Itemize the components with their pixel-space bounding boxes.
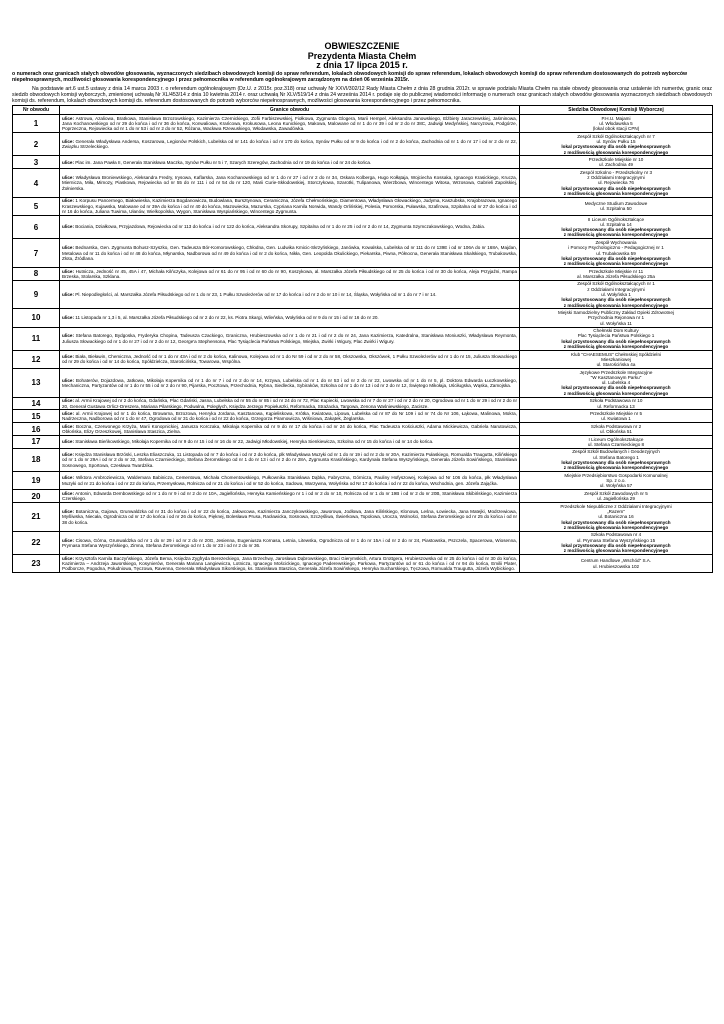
district-number: 18 bbox=[13, 448, 60, 471]
districts-table bbox=[12, 105, 713, 573]
seat-line: ul. Zachodnia 49 bbox=[599, 162, 633, 168]
seat-line: ul. Wołyńska 57 bbox=[599, 483, 633, 489]
seat-line: ul. Wołyńska 1 bbox=[601, 291, 631, 297]
seat-line: "W Kasztanowym Parku" bbox=[590, 374, 642, 380]
header-seat: Siedziba Obwodowej Komisji Wyborczej bbox=[520, 105, 713, 114]
commission-seat bbox=[520, 410, 713, 423]
table-body bbox=[13, 114, 713, 572]
streets-prefix: ulice: bbox=[62, 245, 74, 251]
commission-seat bbox=[520, 309, 713, 327]
district-boundaries bbox=[60, 490, 520, 503]
document-lead: o numerach oraz granicach stałych obwodów głosowania, wyznaczonych siedzibach obwodowych komisji do spraw referendum, lokalach obwodowych komisji do spraw referendum, lokalach obwodowych komisji do spraw referendum dostosowanych do potrzeb wyborców niepełnosprawnych, możliwości głosowania korespondencyjnego i przez pełnomocnika w referendum ogólnokrajowym zarządzonym na dzień 06 września 2015r. bbox=[12, 70, 688, 83]
streets-prefix: ulice: bbox=[62, 537, 74, 543]
seat-line: Zespół Szkół Budowlanych i Geodezyjnych bbox=[572, 449, 660, 455]
district-boundaries bbox=[60, 531, 520, 554]
table-row bbox=[13, 114, 713, 132]
seat-line: I Liceum Ogólnokształcące bbox=[588, 436, 644, 442]
table-row bbox=[13, 268, 713, 281]
seat-line: Centrum Handlowe „Wschód" S.A. bbox=[580, 558, 652, 564]
seat-line: „Razem" bbox=[607, 508, 625, 514]
commission-seat bbox=[520, 239, 713, 268]
commission-seat bbox=[520, 397, 713, 410]
streets-prefix: ulice: bbox=[62, 377, 74, 383]
district-number: 9 bbox=[13, 280, 60, 309]
commission-seat bbox=[520, 327, 713, 350]
seat-line: z Oddziałami Integracyjnymi bbox=[587, 286, 645, 292]
seat-line: Przedszkole Miejskie nr 10 bbox=[588, 157, 644, 163]
streets-list: Biała, Bieławin, Chemiczna, Jedność od nr 1 do nr 43A i od nr 2 do końca, Kalinowa, Kolejowa od nr 1 do Nr 59 i od nr 2 do nr 58, Okszowska, Okszówek, 1 Pułku Szwoleżerów od nr 1 do nr 15, Juliusza Słowackiego od nr 29 do końca i od nr 14 do końca, Spółdzielcza, Starościńska, Towarowa, Wspólna. bbox=[62, 354, 517, 365]
district-number: 13 bbox=[13, 368, 60, 397]
district-boundaries bbox=[60, 350, 520, 368]
seat-line: Przychodnia Rejonowa nr 1 bbox=[587, 315, 645, 321]
accessibility-note: z możliwością głosowania korespondencyjnego bbox=[563, 232, 669, 238]
commission-seat bbox=[520, 280, 713, 309]
seat-line: al. Marszałka Józefa Piłsudskiego 25a bbox=[577, 273, 655, 279]
table-row bbox=[13, 197, 713, 215]
table-row bbox=[13, 309, 713, 327]
streets-prefix: ulice: bbox=[62, 508, 74, 514]
district-boundaries bbox=[60, 133, 520, 156]
table-row bbox=[13, 133, 713, 156]
seat-line: ul. Synów Pułku 15 bbox=[596, 138, 636, 144]
seat-line: Miejskie Przedsiębiorstwo Gospodarki Komunalnej bbox=[564, 472, 668, 478]
streets-list: Bociania, Działkowa, Przyjazdowa, Rejowiecka od nr 113 do końca i od nr 122 do końca, Aleksandra Skorupy, Szpitalna od nr 1 do nr 25 i od nr 2 do nr 14, Zygmunta Szymczakowskiego, Wodna, Żabia. bbox=[74, 224, 486, 230]
streets-list: Krzysztofa Kamila Baczyńskiego, Józefa Bema, Księdza Zygfryda Berezeckiego, Jana Brzechwy, Jarosława Dąbrowskiego, Braci Gierymskich, Artura Grottgera, Hrubieszowska od nr 25 do końca i od nr 30 do końca, Kazimierza – Andrzeja Jaworskiego, Kosynierów, Generała Mariana Langiewicza, Lotnicza, Ignacego Mościckiego, Ignacego Paderewskiego, Parkowa, Partyzantów od nr 61 do końca i od nr 94 do końca, Emilii Plater, Podborcze, Pogodna, Południowa, Tęczowa, Ravenna, Generała Władysława Sikorskiego, ks. Stanisława Staszica, Generała Józefa Sowińskiego, Henryka Sucharskiego, Tęczowa, Romualda Traugutta, Józefa Wybickiego. bbox=[62, 555, 517, 572]
district-number: 11 bbox=[13, 327, 60, 350]
table-row bbox=[13, 215, 713, 238]
streets-list: Cisowa, Górna, Grunwaldzka od nr 1 do nr 29 i od nr 2 do nr 20G, Jesienna, Eugeniusza Kornasa, Letnia, Litewska, Ogrodnicza od nr 1 do nr 15A i od nr 2 do nr 24, Piastowska, Pszczela, Spacerowa, Wiosenna, Prymasa Stefana Wyszyńskiego, Zimna, Stefana Żeromskiego od nr 1 do nr 23 i od nr 2 do nr 36. bbox=[62, 537, 517, 548]
seat-line: P.H.U. Majami bbox=[601, 115, 631, 121]
streets-list: Stanisława Bieńkowskiego, Mikołaja Kopernika od nr 9 do nr 15 i od nr 16 do nr 22, Jadwigi Młodowskiej, Henryka Sienkiewicza, Szkolna od nr 15 do końca i od nr 14 do końca. bbox=[74, 439, 434, 445]
seat-line: Mieszkaniowej bbox=[601, 356, 631, 362]
streets-prefix: ulice: bbox=[62, 115, 74, 121]
seat-line: Medyczne Studium Zawodowe bbox=[584, 201, 648, 207]
seat-line: Klub "CHAESEMUS" Chełmskiej Spółdzielni bbox=[570, 351, 662, 357]
seat-line: z Oddziałami Integracyjnymi bbox=[587, 175, 645, 181]
district-number: 20 bbox=[13, 490, 60, 503]
seat-line: Zespół Wychowania bbox=[595, 239, 637, 245]
seat-line: Plac Tysiąclecia Państwa Polskiego 1 bbox=[577, 333, 655, 339]
streets-prefix: ulice: bbox=[62, 268, 74, 274]
streets-prefix: ulice: bbox=[62, 175, 74, 181]
streets-prefix: ulice: bbox=[62, 159, 74, 165]
seat-line: ul. Obłońska 51 bbox=[600, 429, 632, 435]
commission-seat bbox=[520, 368, 713, 397]
streets-list: Pl. Niepodległości, al. Marszałka Józefa Piłsudskiego od nr 1 do nr 23, 1 Pułku Szwoleżerów od nr 17 do końca i od nr 2 do nr 10 i nr 14, Śląska, Wołyńska od nr 1 do nr 7 i nr 14. bbox=[74, 291, 437, 297]
seat-line: ul. Rejowiecka 76 bbox=[597, 180, 634, 186]
commission-seat bbox=[520, 472, 713, 490]
seat-line: ul. Szpitalna 14 bbox=[600, 221, 632, 227]
district-boundaries bbox=[60, 410, 520, 423]
streets-prefix: ulice: bbox=[62, 315, 74, 321]
accessibility-note: lokal przystosowany dla osób niepełnosprawnych bbox=[561, 297, 671, 303]
commission-seat bbox=[520, 156, 713, 169]
seat-line: Językowe Przedszkole Integracyjne bbox=[579, 369, 653, 375]
accessibility-note: lokal przystosowany dla osób niepełnosprawnych bbox=[561, 144, 671, 150]
table-row bbox=[13, 156, 713, 169]
seat-line: Przedszkole Niepubliczne z Oddziałami Integracyjnymi bbox=[560, 503, 672, 509]
seat-line: ul. Szpitalna 50 bbox=[600, 206, 632, 212]
commission-seat bbox=[520, 133, 713, 156]
table-row bbox=[13, 490, 713, 503]
accessibility-note: z możliwością głosowania korespondencyjnego bbox=[563, 390, 669, 396]
district-number: 12 bbox=[13, 350, 60, 368]
streets-prefix: ulice: bbox=[62, 398, 74, 404]
district-boundaries bbox=[60, 503, 520, 532]
district-boundaries bbox=[60, 397, 520, 410]
table-row bbox=[13, 280, 713, 309]
commission-seat bbox=[520, 169, 713, 198]
seat-line: ul. Włodawska 5 bbox=[599, 120, 633, 126]
streets-list: Bednarska, Gen. Zygmunta Bohusz-Szyszko, Gen. Tadeusza Bór-Komorowskiego, Chłodna, Gen. Ludwika Kmicic-Skrzyńskiego, Janówka, Kowalska, Lubelska od nr 111 do nr 139E i od nr 106A do nr 168A, Majdan, Metalowa od nr 11 do końca i od nr 48 do końca, Młynarska, Nadborowa od nr 49 do końca i od nr 2 do końca, Nikła, Gen. Leopolda Okulickiego, Piekarska, Piwna, Północna, Generała Stanisława Skalskiego, Trubakowska, Złota, Źródlana. bbox=[62, 245, 517, 261]
table-row bbox=[13, 397, 713, 410]
district-number: 8 bbox=[13, 268, 60, 281]
commission-seat bbox=[520, 268, 713, 281]
seat-line: Sp. z o.o. bbox=[606, 478, 626, 484]
district-number: 6 bbox=[13, 215, 60, 238]
table-row bbox=[13, 423, 713, 436]
seat-line: ul. Trubakowska 59 bbox=[596, 250, 636, 256]
accessibility-note: z możliwością głosowania korespondencyjnego bbox=[563, 261, 669, 267]
streets-list: Wiktora Ambroziewicza, Waldemara Babinicza, Cementowa, Michała Chomentowskiego, Pułkownika Stanisława Dąbka, Fabryczna, Górnicza, Pauliny Hofyszowej, Kolejowa od Nr 106 do końca, płk Władysława Muzyki od nr 21 do końca i od nr 22 do końca, Przemysłowa, Rolnicza od nr 21 do końca i od nr 52 do końca, Sadowa, Warzywna, Wołyńska od Nr 17 do końca i od nr 22 do końca, Wschodnia, gen. Józefa Zająćka. bbox=[62, 475, 517, 486]
table-row bbox=[13, 350, 713, 368]
district-number: 22 bbox=[13, 531, 60, 554]
seat-line: Szkoła Podstawowa nr 10 bbox=[589, 398, 643, 404]
district-boundaries bbox=[60, 215, 520, 238]
table-row bbox=[13, 448, 713, 471]
streets-list: Władysława Broniewskiego, Aleksandra Fredry, Irysowa, Kaflarska, Jana Kochanowskiego od nr 1 do nr 27 i od nr 2 do nr 34, Oskara Kolberga, Hugo Kołłątaja, Wojciecha Kossaka, Ignacego Krasickiego, Krucza, Miernicza, Miła, Mimozy, Piaskowa, Rejowiecka od nr 55 do nr 111 i od nr 54 do nr 120, Marii Curie-Skłodowskiej, Storczykowa, Szarotki, Tulipanowa, Wierzbowa, Wincentego Witosa, Wrzosowa, Gabrieli Zapolskiej, Żołnierska. bbox=[62, 175, 517, 191]
district-boundaries bbox=[60, 239, 520, 268]
seat-line: Zespół Szkół Ogólnokształcących nr 7 bbox=[577, 133, 655, 139]
district-number: 7 bbox=[13, 239, 60, 268]
district-number: 23 bbox=[13, 555, 60, 573]
district-number: 21 bbox=[13, 503, 60, 532]
commission-seat bbox=[520, 423, 713, 436]
seat-line: ul. Reformacka 13 bbox=[597, 403, 635, 409]
district-number: 3 bbox=[13, 156, 60, 169]
district-number: 4 bbox=[13, 169, 60, 198]
seat-line: ul. Stefana Czarnieckiego 8 bbox=[587, 441, 645, 447]
commission-seat bbox=[520, 448, 713, 471]
accessibility-note: z możliwością głosowania korespondencyjnego bbox=[563, 190, 669, 196]
accessibility-note: z możliwością głosowania korespondencyjnego bbox=[563, 344, 669, 350]
streets-prefix: ulice: bbox=[62, 475, 74, 481]
streets-list: Księdza Stanisława Brzóski, Leszka Eliaszczuka, 11 Listopada od nr 7 do końca i od nr 2 do końca, plk Władysława Muzyki od nr 1 do nr 19 i od nr 2 do nr 20A, Kazimierza Pułaskiego, Romualda Traugutta, Kilińskiego od nr 1 do nr 29A i od nr 2 do nr 32, Stefana Czarnieckiego, Stefana Żeromskiego od nr 1 do nr 13 i od nr 2 do nr 28A, Zygmunta Krasińskiego, Kardynała Stefana Wyszyńskiego, Generała Józefa Sowińskiego, Stanisława Sosnowego, Sportowa, Czesława Twardzika. bbox=[62, 452, 517, 468]
table-row bbox=[13, 368, 713, 397]
district-boundaries bbox=[60, 368, 520, 397]
accessibility-note: z możliwością głosowania korespondencyjnego bbox=[563, 524, 669, 530]
streets-prefix: ulice: bbox=[62, 224, 74, 230]
streets-list: 11 Listopada nr 1,3 i 5, al. Marszałka Józefa Piłsudskiego od nr 2 do nr 22, ks. Piotra Skargi, Wileńska, Wołyńska od nr 9 do nr 15 i od nr 16 do nr 20. bbox=[74, 315, 379, 321]
commission-seat bbox=[520, 490, 713, 503]
streets-prefix: ulice: bbox=[62, 138, 74, 144]
seat-line: Zespół Szkół Ogólnokształcących nr 1 bbox=[577, 281, 655, 287]
streets-list: Hutnicza, Jedność nr 45, 45A i 47, Michała Kilńczyka, Kolejowa od nr 61 do nr 95 i od nr 60 do nr 90, Koszykowa, al. Marszałka Józefa Piłsudskiego od nr 25 do końca i od nr 30 do końca, Aleja Przyjaźni, Rampa Brzeska, Stolarska, Szklana. bbox=[62, 268, 517, 279]
seat-line: Szkoła Podstawowa nr 2 bbox=[590, 423, 642, 429]
table-row bbox=[13, 169, 713, 198]
accessibility-note: lokal przystosowany dla osób niepełnosprawnych bbox=[561, 185, 671, 191]
seat-line: Zespół Szkół Zawodowych nr 5 bbox=[584, 490, 648, 496]
accessibility-note: z możliwością głosowania korespondencyjnego bbox=[563, 302, 669, 308]
table-row bbox=[13, 436, 713, 449]
streets-prefix: ulice: bbox=[62, 291, 74, 297]
seat-line: Miejski Samodzielny Publiczny Zakład Opieki Zdrowotnej bbox=[558, 310, 674, 316]
district-number: 2 bbox=[13, 133, 60, 156]
seat-line: ul. Starościńska 4a bbox=[596, 362, 636, 368]
seat-line: Chełmski Dom Kultury bbox=[593, 328, 639, 334]
commission-seat bbox=[520, 197, 713, 215]
streets-prefix: ulice: bbox=[62, 555, 74, 561]
district-boundaries bbox=[60, 555, 520, 573]
streets-prefix: ulice: bbox=[62, 411, 74, 417]
district-boundaries bbox=[60, 309, 520, 327]
streets-prefix: ulice: bbox=[62, 198, 74, 204]
district-boundaries bbox=[60, 268, 520, 281]
accessibility-note: lokal przystosowany dla osób niepełnosprawnych bbox=[561, 255, 671, 261]
seat-line: ul. Stefana Batorego 1 bbox=[593, 454, 639, 460]
seat-line: Przedszkole Miejskie nr 5 bbox=[589, 411, 643, 417]
seat-line: ul. Prymasa Stefana Wyszyńskiego 15 bbox=[576, 537, 656, 543]
district-number: 16 bbox=[13, 423, 60, 436]
district-number: 14 bbox=[13, 397, 60, 410]
table-header-row bbox=[13, 105, 713, 114]
commission-seat bbox=[520, 503, 713, 532]
district-boundaries bbox=[60, 169, 520, 198]
seat-line: ul. Kwiatowa 1 bbox=[601, 416, 631, 422]
district-number: 15 bbox=[13, 410, 60, 423]
district-boundaries bbox=[60, 327, 520, 350]
streets-list: Botaniczna, Gajowa, Grunwaldzka od nr 31 do końca i od nr 22 do końca, Jałowcowa, Kazimierza Janczykowskiego, Jaworowa, Jodłowa, Jana Kilińskiego, Klonowa, Leśna, Łowiecka, Jana Matejki, Modrzewiowa, Myśliwska, Niecała, Ogrodnicza od nr 17 do końca i od nr 26 do końca, Pięknej, Bolesława Prusa, Racławicka, Sosnowa, Szczęśliwa, Świerkowa, Topolowa, Urocza, Wolności, Stefana Żeromskiego od nr 25 do końca i od nr 38 do końca. bbox=[62, 508, 517, 525]
accessibility-note: z możliwością głosowania korespondencyjnego bbox=[563, 548, 669, 554]
streets-prefix: ulice: bbox=[62, 423, 74, 429]
district-boundaries bbox=[60, 423, 520, 436]
district-boundaries bbox=[60, 156, 520, 169]
seat-line: ul. Hrubieszowska 102 bbox=[592, 563, 640, 569]
district-number: 17 bbox=[13, 436, 60, 449]
document-date: z dnia 17 lipca 2015 r. bbox=[316, 60, 408, 70]
seat-line: ul. Botaniczna 16 bbox=[598, 514, 634, 520]
seat-line: II Liceum Ogólnokształcące bbox=[587, 216, 645, 222]
district-boundaries bbox=[60, 114, 520, 132]
district-number: 1 bbox=[13, 114, 60, 132]
table-row bbox=[13, 531, 713, 554]
commission-seat bbox=[520, 114, 713, 132]
streets-prefix: ulice: bbox=[62, 439, 74, 445]
streets-list: Bohaterów, Dojazdowa, Jatkowa, Mikołaja Kopernika od nr 1 do nr 7 i od nr 2 do nr 14, Krzywa, Lubelska od nr 1 do nr 53 i od nr 2 do nr 22, Lwowska od nr 1 do nr 5, pl. Doktora Edwarda Łuczkowskiego, Mechaniczna, Partyzantów od nr 1 do nr 55 i od nr 2 do nr 90, Pijarska, Pocztowa, Przechodnia, Rybna, Siedlecka, Sybiraków, Szkolna od nr 1 do nr 13 i od nr 2 do nr 12, Świętego Mikołaja, Uściługska, Wąska, Zamojska. bbox=[62, 377, 517, 388]
district-boundaries bbox=[60, 197, 520, 215]
seat-line: Zespół Szkolno - Przedszkolny nr 3 bbox=[580, 169, 652, 175]
district-boundaries bbox=[60, 280, 520, 309]
document-intro: Na podstawie art.6 ust.5 ustawy z dnia 14 marca 2003 r. o referendum ogólnokrajowym (Dz.U. z 2015r. poz.318) oraz uchwały Nr XXVI/302/12 Rady Miasta Chełm z dnia 28 grudnia 2012r. w sprawie podziału Miasta Chełm na stałe obwody głosowania oraz ustalenie ich numerów, granic oraz siedzib obwodowych komisji wyborczych, zmienionej uchwałą Nr XL/453/14 z dnia 10 kwietnia 2014 r. oraz uchwałą Nr XLV/519/14 z dnia 24 września 2014 r. podaje się do publicznej wiadomości informację o numerach oraz granicach stałych obwodów głosowania wyznaczonych siedzibach obwodowych komisji ds. referendum, lokalach obwodowych komisji ds. referendum dostosowanych do potrzeb wyborców niepełnosprawnych, możliwości głosowania korespondencyjnego i przez pełnomocnika. bbox=[12, 85, 712, 104]
streets-list: al. Armii Krajowej od nr 2 do końca, Gdańska, Plac Gdański, Jasna, Lubelska od nr 55 do nr 85 i od nr 24 do nr 72, Plac Kupiecki, Lwowska od nr 7 do nr 27 i od nr 2 do nr 20, Ogrodowa od nr 1 do nr 29 i od nr 2 do nr 20, Generał Gustawa Orlicz-Dreszera, Mariana Pilarskiego, Podwalna, Poległych, Księdza Jerzego Popiełuszki, Reformacka, Strażacka, Targowa, Zenona Waśniewskiego, Zacisze. bbox=[62, 398, 517, 409]
seat-line: (lokal obok stacji CPN) bbox=[592, 126, 640, 132]
district-number: 19 bbox=[13, 472, 60, 490]
seat-line: ul. Jagiellońska 29 bbox=[597, 496, 635, 502]
district-boundaries bbox=[60, 448, 520, 471]
commission-seat bbox=[520, 555, 713, 573]
document-title: OBWIESZCZENIE bbox=[324, 41, 400, 51]
header-number: Nr obwodu bbox=[13, 105, 60, 114]
commission-seat bbox=[520, 531, 713, 554]
accessibility-note: lokal przystosowany dla osób niepełnosprawnych bbox=[561, 459, 671, 465]
accessibility-note: lokal przystosowany dla osób niepełnosprawnych bbox=[561, 385, 671, 391]
streets-prefix: ulice: bbox=[62, 490, 74, 496]
table-row bbox=[13, 503, 713, 532]
seat-line: Szkoła Podstawowa nr 4 bbox=[590, 532, 642, 538]
streets-list: al. Armii Krajowej od nr 1 do końca, Browarna, Brzozowa, Henryka Jordana, Kasztanowa, Kąpieliskowa, Krótka, Kwiatowa, Lipowa, Lubelska od nr 87 do Nr 109 i od nr 74 do Nr 106, Łąkowa, Malinowa, Mokra, Nadrzeczna, Nadborowa od nr 1 do nr 47, Ogrodowa od nr 31 do końca i od nr 22 do końca, Grzegorza Piramowicza, Wiśniowa, Zakątek, Żeglarska. bbox=[62, 411, 517, 422]
commission-seat bbox=[520, 215, 713, 238]
streets-prefix: ulice: bbox=[62, 354, 74, 360]
commission-seat bbox=[520, 436, 713, 449]
accessibility-note: lokal przystosowany dla osób niepełnosprawnych bbox=[561, 338, 671, 344]
accessibility-note: lokal przystosowany dla osób niepełnosprawnych bbox=[561, 519, 671, 525]
header-boundaries: Granice obwodu bbox=[60, 105, 520, 114]
seat-line: i Pomocy Psychologiczno - Pedagogicznej nr 1 bbox=[568, 245, 664, 251]
district-boundaries bbox=[60, 436, 520, 449]
document-subtitle: Prezydenta Miasta Chełm bbox=[307, 50, 417, 61]
streets-list: Plac im. Jana Pawła II, Generała Stanisława Maczka, Synów Pułku nr 5 i 7, Szarych Szeregów, Zachodnia od nr 19 do końca i od nr 24 do końca. bbox=[74, 159, 372, 165]
accessibility-note: lokal przystosowany dla osób niepełnosprawnych bbox=[561, 542, 671, 548]
streets-prefix: ulice: bbox=[62, 333, 74, 339]
streets-list: 1 Korpusu Pancernego, Białowieska, Kazimierza Bogdanowicza, Budowlana, Bursztynowa, Ceramiczna, Józefa Chełmońskiego, Diamentowa, Władysława Głowackiego, Judyma, Kaszubska, Krajobrazowa, Ignacego Kraszewskiego, Kujawska, Malowane od nr 39A do końca i od nr 40 do końca, Mazowiecka, Mazurska, Cypriana Kamila Norwida, Wandy Orlińskiej, Polesia, Pomorska, Puławska, Szafirowa, Szpitalna od nr 27 do końca i od nr 16 do końca, Juliana Tuwima, Ułanów, Wielkopolska, Wygon, Stanisława Wyspiańskiego, Wincentego Zygmunta. bbox=[62, 198, 517, 215]
seat-line: ul. Lubelska 4 bbox=[601, 380, 631, 386]
seat-line: ul. Wołyńska 11 bbox=[599, 320, 632, 326]
table-row bbox=[13, 410, 713, 423]
district-number: 10 bbox=[13, 309, 60, 327]
seat-line: Przedszkole Miejskie nr 11 bbox=[588, 268, 644, 274]
accessibility-note: lokal przystosowany dla osób niepełnosprawnych bbox=[561, 227, 671, 233]
table-row bbox=[13, 239, 713, 268]
district-boundaries bbox=[60, 472, 520, 490]
district-number: 5 bbox=[13, 197, 60, 215]
accessibility-note: z możliwością głosowania korespondencyjnego bbox=[563, 465, 669, 471]
table-row bbox=[13, 327, 713, 350]
streets-list: Boczna, Czerwonego Krzyża, Marii Konopnickiej, Janusza Korczaka, Mikołaja Kopernika od nr 9 do nr 17 do końca i od nr 24 do końca, Plac Tadeusza Kościuszki, Adama Mickiewicza, Gabriela Narutowicza, Obłońska, Elizy Orzeszkowej, Stanisława Staszica, Zielna. bbox=[62, 423, 517, 435]
commission-seat bbox=[520, 350, 713, 368]
streets-list: Antonin, Edwarda Dembowskiego od nr 1 do nr 9 i od nr 2 do nr 10A, Jagiellońska, Henryka Kamieńskiego nr 1 i od nr 2 do nr 10, Rolnicza od nr 1 do nr 19B i od nr 2 do nr 20B, Stanisława Skibińskiego, Kazimierza Czerskiego. bbox=[62, 490, 517, 502]
streets-list: Stefana Batorego, Bydgoska, Fryderyka Chopina, Tadeusza Czackiego, Graniczna, Hrubieszowska od nr 1 do nr 21 i od nr 2 do nr 24, Jana Kazimierza, Katedralna, Stanisława Moniuszki, Władysława Reymonta, Juliusza Słowackiego od nr 1 do nr 27 i od nr 2 do nr 12, George'a Stephensona, Plac Tysiąclecia Państwa Polskiego, Wiejska, Zwirki i Wigury, Plac Zwirki i Wigury. bbox=[62, 333, 517, 344]
streets-list: Astrowa, Azaliowa, Bratkowa, Stanisława Brzozowskiego, Kazimierza Czernickiego, Zofii Farbiszewskiej, Fiołkowa, Zygmunta Glogera, Marii Hempel, Aleksandra Janowskiego, Elżbiety Jaraczewskiej, Jaśminowa, Jana Kochanowskiego od nr 29 do końca i od nr 36 do końca, Konwaliowa, Krańcowa, Krokusowa, Leona Kunickiego, Makowa, Malowane od nr 1 do nr 39 i od nr 2 do nr 38C, Jadwigi Medyńskiej, Narcyzowa, Podgórze, Poprzeczna, Rejowiecka od nr 1 do nr 53 i od nr 2 do nr 52, Różana, Wacława Rzewuskiego, Włodawska, Zawadówka. bbox=[62, 115, 517, 132]
streets-prefix: ulice: bbox=[62, 452, 74, 458]
table-row bbox=[13, 555, 713, 573]
announcement-page bbox=[12, 0, 712, 573]
table-row bbox=[13, 472, 713, 490]
streets-list: Generała Władysława Andersa, Koszarowa, Legionów Polskich, Lubelska od nr 141 do końca i od nr 170 do końca, Synów Pułku od nr 9 do końca i od nr 2 do końca, Zachodnia od nr 1 do nr 17 i od nr 2 do nr 22, Związku Strzeleckiego. bbox=[62, 138, 517, 150]
accessibility-note: z możliwością głosowania korespondencyjnego bbox=[563, 149, 669, 155]
